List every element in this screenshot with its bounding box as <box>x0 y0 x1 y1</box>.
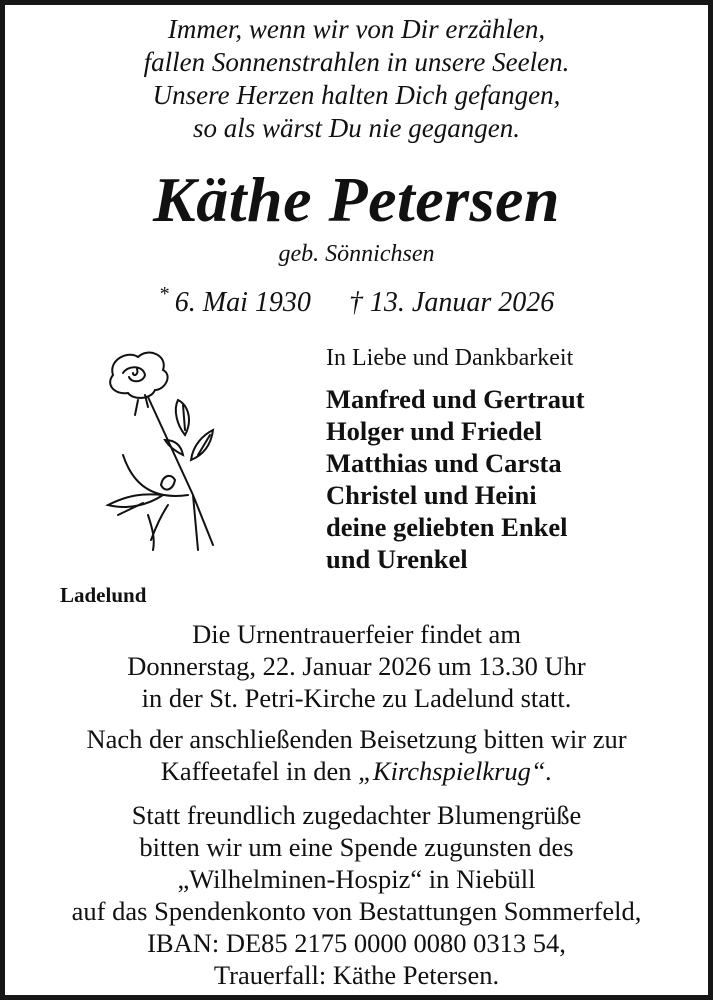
coffee-prefix: Kaffeetafel in den <box>160 756 359 786</box>
ceremony-line: in der St. Petri-Kirche zu Ladelund statt. <box>141 683 572 713</box>
coffee-line <box>5 755 708 787</box>
ceremony-line: Donnerstag, 22. Januar 2026 um 13.30 Uhr <box>127 651 586 681</box>
donation-line: Statt freundlich zugedachter Blumengrüße <box>131 800 582 830</box>
coffee-line: Nach der anschließenden Beisetzung bitten wir zur <box>86 724 627 754</box>
rose-icon <box>93 345 243 555</box>
life-dates <box>5 283 708 319</box>
donation-info <box>5 799 708 991</box>
mourner-name: deine geliebten Enkel <box>326 512 568 542</box>
birth-date: 6. Mai 1930 <box>174 287 311 318</box>
deceased-name: Käthe Petersen <box>153 164 560 235</box>
mourner-name: Matthias und Carsta <box>326 448 562 478</box>
coffee-info <box>5 723 708 787</box>
poem <box>5 13 708 145</box>
death-symbol-cross-icon: † <box>348 287 363 318</box>
ceremony-info <box>5 618 708 714</box>
birth-name: geb. Sönnichsen <box>278 241 435 267</box>
ceremony-line: Die Urnentrauerfeier findet am <box>192 619 521 649</box>
poem-line: so als wärst Du nie gegangen. <box>193 113 520 143</box>
donation-line: bitten wir um eine Spende zugunsten des <box>139 832 574 862</box>
mourner-names <box>326 383 585 575</box>
donation-iban: IBAN: DE85 2175 0000 0080 0313 54, <box>147 928 566 958</box>
obituary-notice <box>5 5 708 995</box>
death-date: 13. Januar 2026 <box>369 287 555 318</box>
mourner-name: Christel und Heini <box>326 480 537 510</box>
donation-line: auf das Spendenkonto von Bestattungen Sommerfeld, <box>71 896 642 926</box>
donation-line: „Wilhelminen-Hospiz“ in Niebüll <box>177 864 536 894</box>
mourner-name: Holger und Friedel <box>326 416 542 446</box>
mourner-name: und Urenkel <box>326 544 468 574</box>
birth-symbol: * <box>158 283 169 305</box>
poem-line: Unsere Herzen halten Dich gefangen, <box>152 80 561 110</box>
place: Ladelund <box>60 583 147 607</box>
mourners-block <box>326 343 585 575</box>
coffee-venue: „Kirchspielkrug“. <box>358 756 553 786</box>
donation-line: Trauerfall: Käthe Petersen. <box>213 960 500 990</box>
mourners-lead: In Liebe und Dankbarkeit <box>326 345 574 371</box>
poem-line: Immer, wenn wir von Dir erzählen, <box>167 14 546 44</box>
poem-line: fallen Sonnenstrahlen in unsere Seelen. <box>143 47 570 77</box>
mourner-name: Manfred und Gertraut <box>326 384 585 414</box>
